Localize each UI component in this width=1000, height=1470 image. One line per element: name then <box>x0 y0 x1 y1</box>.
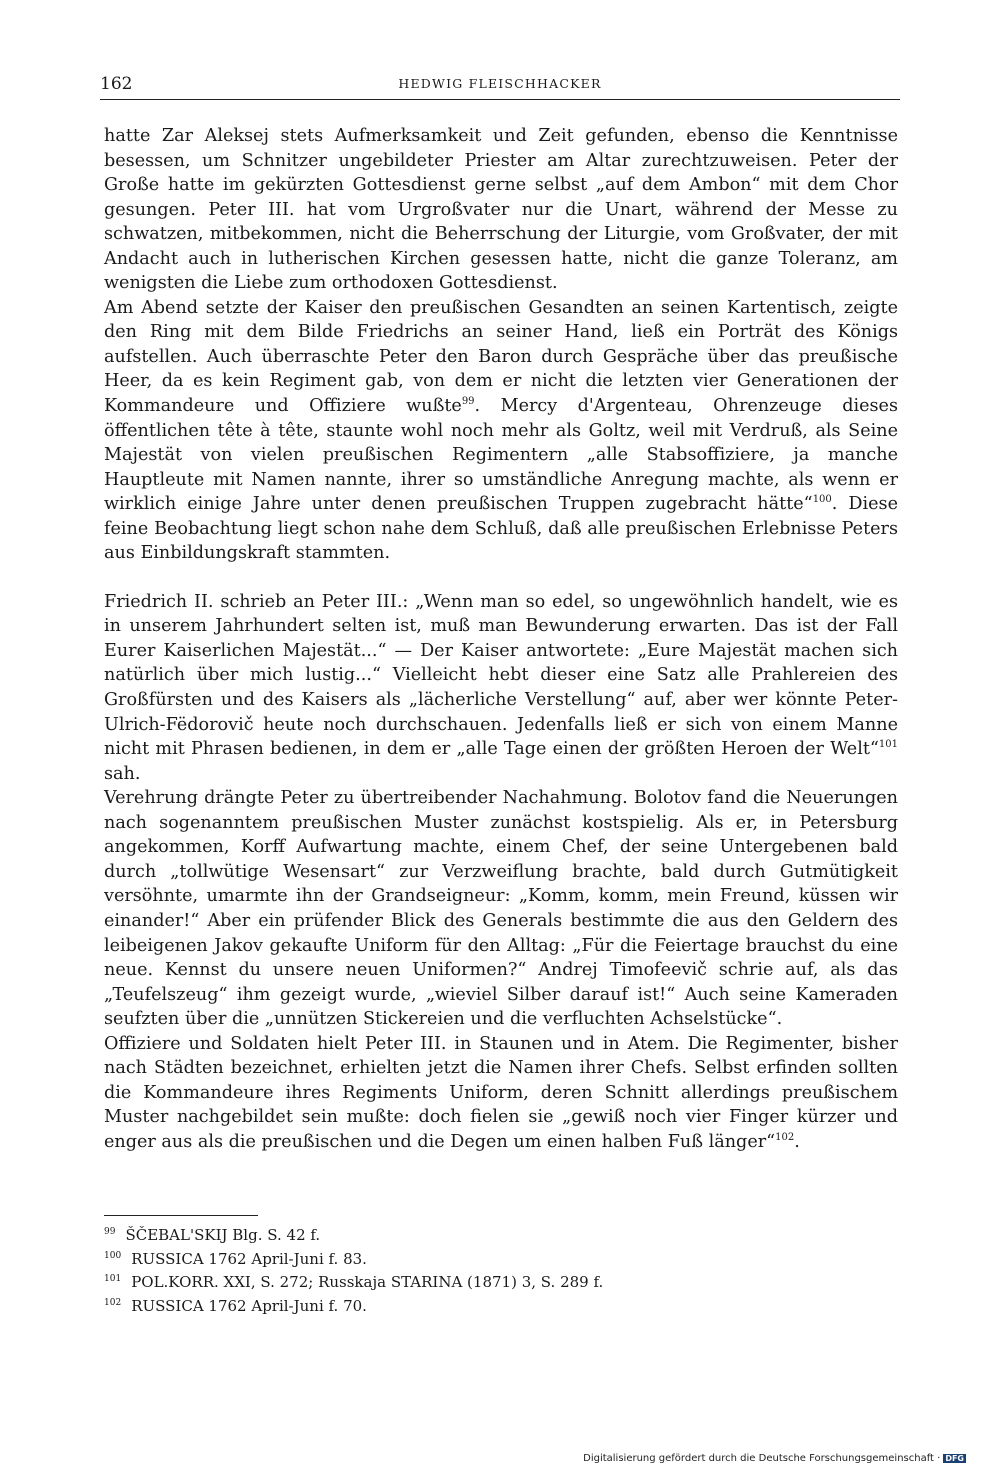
paragraph-3-part-a: Friedrich II. schrieb an Peter III.: „Wenn man so edel, so ungewöhnlich handelt, wie es in unserem Jahrhundert selten ist, muß man Bewunderung erwarten. Das ist der Fall Eurer Kaiserlichen Majestät...“ — Der Kaiser antwortete: „Eure Majestät machen sich natürlich über mich lustig...“ Vielleicht hebt dieser eine Satz alle Prahlereien des Großfürsten und des Kaisers als „lächerliche Verstellung“ auf, aber wer könnte Peter-Ulrich-Fëdorovič heute noch durchschauen. Jedenfalls ließ er sich von einem Manne nicht mit Phrasen bedienen, in dem er „alle Tage einen der größten Heroen der Welt“ <box>104 591 898 760</box>
paragraph-3-part-b: sah. <box>104 763 141 784</box>
footnote-text: RUSSICA 1762 April-Juni f. 83. <box>131 1249 367 1268</box>
running-head: HEDWIG FLEISCHHACKER <box>398 76 602 91</box>
footnote-ref-100: 100 <box>812 494 832 506</box>
footnote <box>104 1293 898 1317</box>
footnote-number: 102 <box>104 1297 122 1308</box>
footnote-number: 101 <box>104 1274 122 1284</box>
footnote-number: 99 <box>104 1227 116 1237</box>
header-rule <box>100 99 900 100</box>
footnote <box>104 1222 898 1246</box>
digitization-note <box>583 1453 966 1464</box>
footnote-rule <box>104 1215 258 1216</box>
paragraph-5 <box>104 1032 898 1155</box>
footnote-ref-101: 101 <box>878 739 898 751</box>
paragraph-2-part-a: Am Abend setzte der Kaiser den preußischen Gesandten an seinen Kartentisch, zeigte den Ring mit dem Bilde Friedrichs an seiner Hand, ließ ein Porträt des Königs aufstellen. Auch überraschte Peter den Baron durch Gespräche über das preußische Heer, da es kein Regiment gab, von dem er nicht die letzten vier Generationen der Kommandeure und Offiziere wußte <box>104 297 898 417</box>
paragraph-1: hatte Zar Aleksej stets Aufmerksamkeit und Zeit gefunden, ebenso die Kenntnisse besessen, um Schnitzer ungebildeter Priester am Altar zurechtzuweisen. Peter der Große hatte im gekürzten Gottesdienst gerne selbst „auf dem Ambon“ mit dem Chor gesungen. Peter III. hat vom Urgroßvater nur die Unart, während der Messe zu schwatzen, mitbekommen, nicht die Beherrschung der Liturgie, vom Großvater, der mit Andacht auch in lutherischen Kirchen gesessen hatte, nicht die ganze Toleranz, am wenigsten die Liebe zum orthodoxen Gottesdienst. <box>104 126 898 294</box>
footnote <box>104 1246 898 1270</box>
footnote-text: RUSSICA 1762 April-Juni f. 70. <box>131 1296 367 1315</box>
page-number: 162 <box>100 74 133 94</box>
paragraph-2 <box>104 296 898 566</box>
paragraph-3 <box>104 590 898 786</box>
body-text <box>104 124 898 1154</box>
paragraph-2-part-b: . Mercy d'Argenteau, Ohrenzeuge dieses öffentlichen tête à tête, staunte wohl noch mehr als Goltz, weil mit Verdruß, als Seine Majestät von vielen preußischen Regimentern „alle Stabsoffiziere, ja manche Hauptleute mit Namen nannte, ihrer so umständliche Anregung machte, als wenn er wirklich einige Jahre unter denen preußischen Truppen zugebracht hätte“ <box>104 396 898 515</box>
footnote-text: ŠČEBAL'SKIJ Blg. S. 42 f. <box>125 1226 321 1244</box>
footnotes <box>104 1222 898 1316</box>
dfg-logo: DFG <box>945 1453 964 1463</box>
paragraph-5-part-a: Offiziere und Soldaten hielt Peter III. in Staunen und in Atem. Die Regimenter, bisher nach Städten bezeichnet, erhielten jetzt die Namen ihrer Chefs. Selbst erfinden sollten die Kommandeure ihres Regiments Uniform, deren Schnitt allerdings preußischem Muster nachgebildet sein mußte: doch fielen sie „gewiß noch vier Finger kürzer und enger aus als die preußischen und die Degen um einen halben Fuß länger“ <box>104 1033 898 1152</box>
footnote-ref-99: 99 <box>461 396 475 408</box>
paragraph-4: Verehrung drängte Peter zu übertreibender Nachahmung. Bolotov fand die Neuerungen nach sogenanntem preußischen Muster zunächst kostspielig. Als er, in Petersburg angekommen, Korff Aufwartung machte, einem Chef, der seine Untergebenen bald durch „tollwütige Wesensart“ zur Verzweiflung brachte, bald durch Gutmütigkeit versöhnte, umarmte ihn der Grandseigneur: „Komm, komm, mein Freund, küssen wir einander!“ Aber ein prüfender Blick des Generals bestimmte die aus den Geldern des leibeigenen Jakov gekaufte Uniform für den Alltag: „Für die Feiertage brauchst du eine neue. Kennst du unsere neuen Uniformen?“ Andrej Timofeevič schrie auf, als das „Teufelszeug“ ihm gezeigt wurde, „wieviel Silber darauf ist!“ Auch seine Kameraden seufzten über die „unnützen Stickereien und die verfluchten Achselstücke“. <box>104 788 898 1030</box>
paragraph-5-part-b: . <box>794 1131 800 1152</box>
footnote <box>104 1269 898 1293</box>
footnote-text: POL.KORR. XXI, S. 272; Russkaja STARINA (1871) 3, S. 289 f. <box>131 1273 604 1291</box>
footnote-ref-102: 102 <box>775 1132 795 1144</box>
digitization-text: Digitalisierung gefördert durch die Deutsche Forschungsgemeinschaft · <box>583 1453 941 1464</box>
footnote-number: 100 <box>104 1250 122 1261</box>
paragraph-2-part-c: . Diese feine Beobachtung liegt schon nahe dem Schluß, daß alle preußischen Erlebnisse Peters aus Einbildungskraft stammten. <box>104 494 898 564</box>
